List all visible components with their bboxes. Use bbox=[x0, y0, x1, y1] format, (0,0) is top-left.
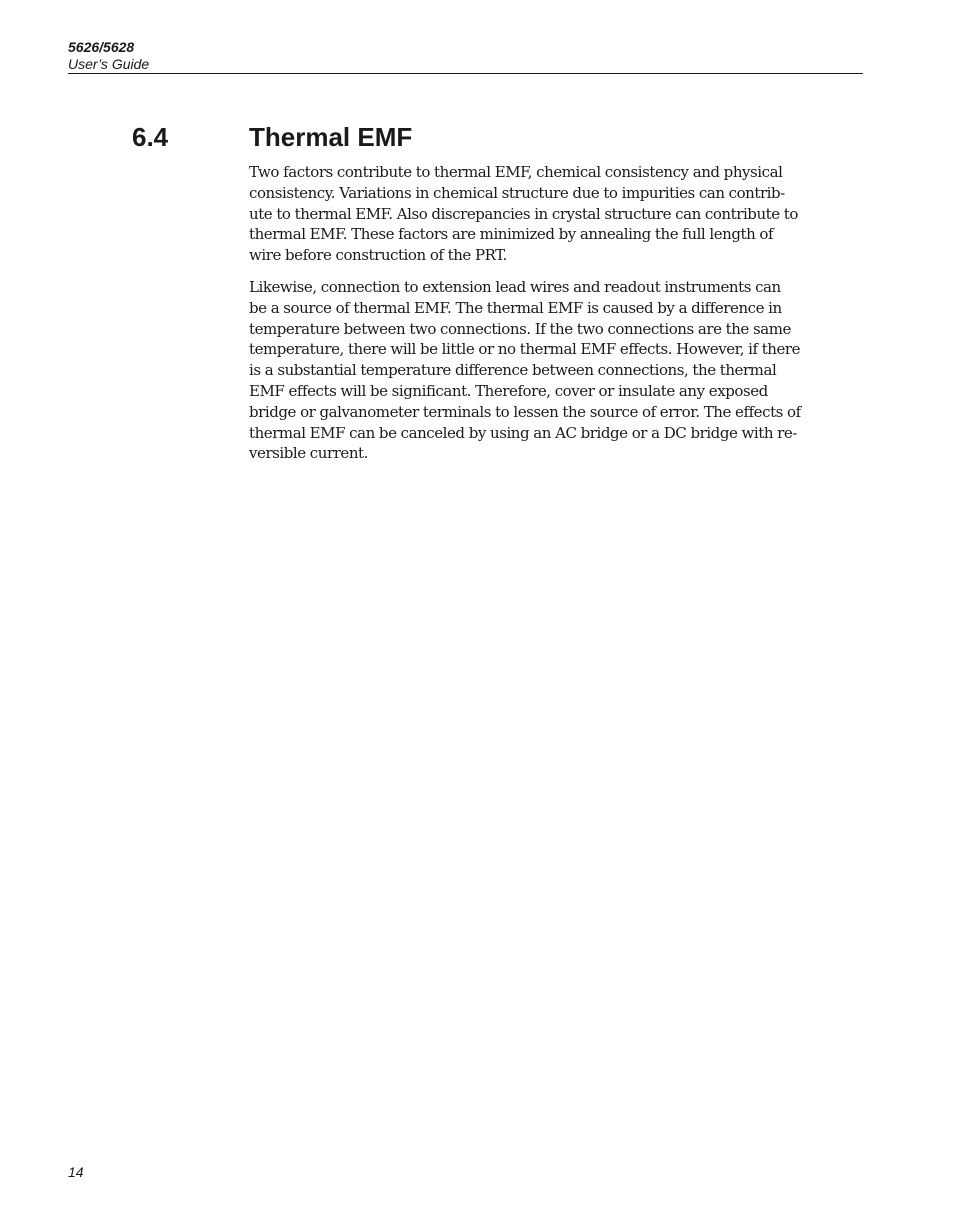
text-line: temperature, there will be little or no thermal EMF effects. However, if there bbox=[249, 340, 801, 359]
section-number: 6.4 bbox=[132, 122, 169, 152]
text-line: consistency. Variations in chemical structure due to impurities can contrib- bbox=[249, 183, 785, 202]
running-header bbox=[68, 38, 863, 74]
text-line: versible current. bbox=[249, 444, 368, 463]
paragraph-connection-thermal-emf bbox=[249, 277, 865, 464]
text-line: be a source of thermal EMF. The thermal EMF is caused by a difference in bbox=[249, 298, 782, 317]
text-line: temperature between two connections. If the two connections are the same bbox=[249, 319, 791, 338]
text-line: EMF effects will be significant. Therefore, cover or insulate any exposed bbox=[249, 381, 768, 400]
paragraph-chemical-physical-consistency bbox=[249, 162, 865, 266]
manual-subtitle: User’s Guide bbox=[68, 56, 150, 72]
text-line: thermal EMF can be canceled by using an AC bridge or a DC bridge with re- bbox=[249, 423, 797, 442]
text-line: ute to thermal EMF. Also discrepancies in crystal structure can contribute to bbox=[249, 204, 798, 223]
section-title: Thermal EMF bbox=[249, 122, 413, 152]
section-body bbox=[249, 162, 865, 475]
text-line: Two factors contribute to thermal EMF, chemical consistency and physical bbox=[249, 163, 783, 181]
text-line: Likewise, connection to extension lead wires and readout instruments can bbox=[249, 277, 781, 296]
text-line: thermal EMF. These factors are minimized by annealing the full length of bbox=[249, 225, 774, 244]
text-line: is a substantial temperature difference between connections, the thermal bbox=[249, 361, 777, 380]
page-number: 14 bbox=[68, 1164, 84, 1180]
text-line: wire before construction of the PRT. bbox=[249, 246, 507, 265]
manual-model-number: 5626/5628 bbox=[68, 39, 135, 55]
text-line: bridge or galvanometer terminals to lessen the source of error. The effects of bbox=[249, 402, 801, 421]
